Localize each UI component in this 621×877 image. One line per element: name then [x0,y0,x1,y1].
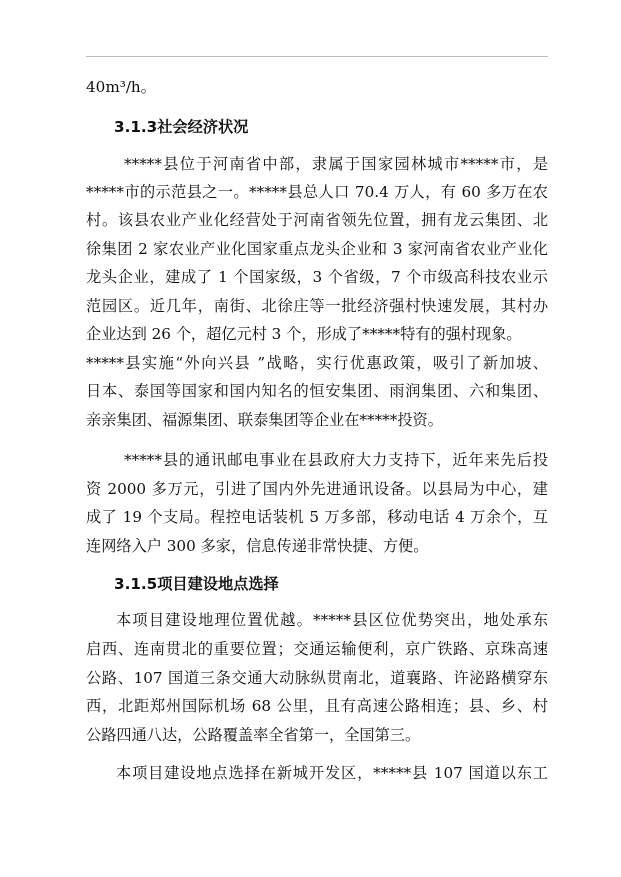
paragraph-line: 本项目建设地理位置优越。*****县区位优势突出，地处承东 [116,611,548,629]
header-rule [86,56,548,57]
paragraph-line: *****县实施“外向兴县 ”战略，实行优惠政策，吸引了新加坡、 [86,354,548,372]
paragraph-line: 西，北距郑州国际机场 68 公里，且有高速公路相连；县、乡、村 [86,697,548,715]
paragraph-line: 成了 19 个支局。程控电话装机 5 万多部，移动电话 4 万余个，互 [86,508,548,526]
section-heading-3-1-3: 3.1.3社会经济状况 [114,118,249,136]
paragraph-line: 本项目建设地点选择在新城开发区，*****县 107 国道以东工 [116,764,548,782]
paragraph-line: 村。该县农业产业化经营处于河南省领先位置，拥有龙云集团、北 [86,211,548,229]
paragraph-line: 资 2000 多万元，引进了国内外先进通讯设备。以县局为中心，建 [86,480,548,498]
paragraph-line: 日本、泰国等国家和国内知名的恒安集团、雨润集团、六和集团、 [86,382,548,400]
paragraph-line: 范园区。近几年，南街、北徐庄等一批经济强村快速发展，其村办 [86,297,548,315]
paragraph-line: 企业达到 26 个，超亿元村 3 个，形成了*****特有的强村现象。 [86,325,522,343]
paragraph-line: 亲亲集团、福源集团、联泰集团等企业在*****投资。 [86,411,443,429]
text-line: 40m³/h。 [86,78,156,96]
paragraph-line: 公路四通八达，公路覆盖率全省第一，全国第三。 [86,726,421,744]
paragraph-line: 公路、107 国道三条交通大动脉纵贯南北，道襄路、许泌路横穿东 [86,669,548,687]
paragraph-line: 启西、连南贯北的重要位置；交通运输便利，京广铁路、京珠高速 [86,640,548,658]
section-heading-3-1-5: 3.1.5项目建设地点选择 [114,575,279,593]
paragraph-line: *****县位于河南省中部，隶属于国家园林城市*****市，是 [124,155,548,173]
paragraph-line: *****市的示范县之一。*****县总人口 70.4 万人，有 60 多万在农 [86,183,548,201]
paragraph-line: *****县的通讯邮电事业在县政府大力支持下，近年来先后投 [124,451,548,469]
paragraph-line: 龙头企业，建成了 1 个国家级，3 个省级，7 个市级高科技农业示 [86,268,548,286]
paragraph-line: 连网络入户 300 多家，信息传递非常快捷、方便。 [86,537,429,555]
paragraph-line: 徐集团 2 家农业产业化国家重点龙头企业和 3 家河南省农业产业化 [86,240,548,258]
